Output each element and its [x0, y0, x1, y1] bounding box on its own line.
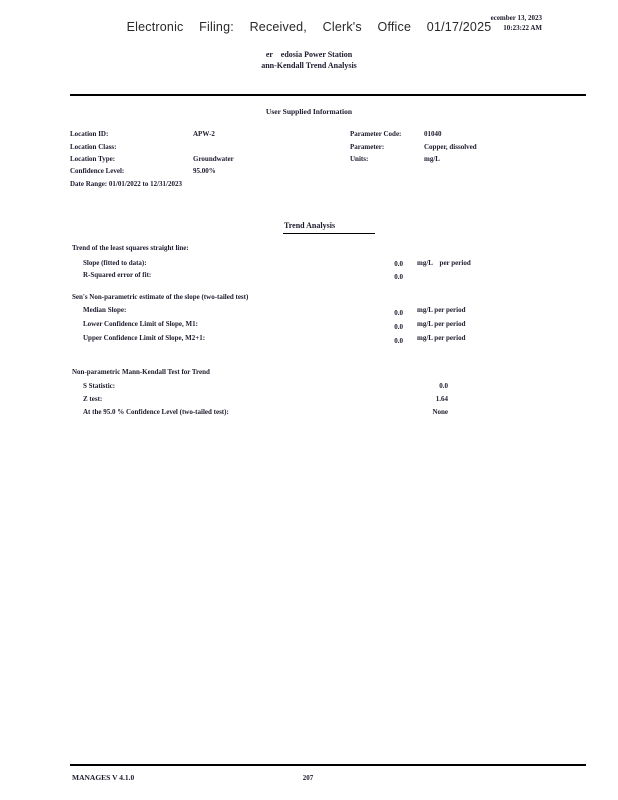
trend-analysis-heading: Trend Analysis [283, 221, 375, 234]
top-divider [70, 94, 586, 96]
section2-row3-value: 0.0 [394, 336, 403, 345]
report-title-line1: er edosia Power Station [265, 50, 353, 59]
field-label-location-id: Location ID: [70, 130, 109, 138]
section2-title: Sen's Non-parametric estimate of the slope (two-tailed test) [72, 292, 249, 301]
section1-row1-value: 0.0 [394, 260, 403, 268]
section2-row1-value: 0.0 [394, 309, 403, 317]
field-date-range: Date Range: 01/01/2022 to 12/31/2023 [70, 179, 182, 188]
section1-row1-units: mg/L per period [417, 258, 471, 267]
field-value-confidence-level: 95.00% [193, 167, 216, 175]
field-label-location-class: Location Class: [70, 142, 117, 151]
section3-title: Non-parametric Mann-Kendall Test for Trend [72, 368, 210, 376]
section3-row2-value: 1.64 [435, 394, 448, 403]
footer-app-version: MANAGES V 4.1.0 [72, 773, 135, 782]
bottom-divider [70, 764, 586, 766]
field-value-location-type: Groundwater [193, 155, 234, 163]
section2-row2-units: mg/L per period [417, 320, 466, 328]
section2-row3-label: Upper Confidence Limit of Slope, M2+1: [83, 333, 206, 342]
field-label-parameter-code: Parameter Code: [350, 130, 402, 138]
section2-row1-units: mg/L per period [417, 306, 466, 314]
section1-row1-label: Slope (fitted to data): [83, 258, 147, 267]
field-value-parameter: Copper, dissolved [424, 142, 477, 151]
user-supplied-heading: User Supplied Information [265, 107, 353, 116]
section2-row1-label: Median Slope: [83, 306, 127, 314]
section1-title: Trend of the least squares straight line: [72, 244, 189, 252]
section3-row1-label: S Statistic: [83, 381, 116, 390]
field-label-confidence-level: Confidence Level: [70, 167, 125, 175]
section3-row1-value: 0.0 [439, 381, 448, 390]
section1-row2-value: 0.0 [394, 273, 403, 281]
section2-row3-units: mg/L per period [417, 333, 466, 342]
filing-banner: Electronic Filing: Received, Clerk's Office 01/17/2025 [126, 20, 492, 34]
stamp-time: 10:23:22 AM [503, 24, 542, 32]
section2-row2-value: 0.0 [394, 323, 403, 331]
report-title-line2: ann-Kendall Trend Analysis [261, 61, 357, 70]
field-value-location-id: APW-2 [193, 130, 215, 138]
field-label-units: Units: [350, 155, 369, 163]
section2-row2-label: Lower Confidence Limit of Slope, M1: [83, 320, 198, 328]
footer-page-number: 207 [302, 774, 314, 782]
section3-row3-label: At the 95.0 % Confidence Level (two-tailed test): [83, 408, 229, 416]
section1-row2-label: R-Squared error of fit: [83, 270, 152, 279]
field-label-location-type: Location Type: [70, 155, 116, 163]
field-label-parameter: Parameter: [350, 142, 385, 151]
section3-row2-label: Z test: [83, 394, 103, 403]
field-value-units: mg/L [424, 155, 440, 163]
field-value-parameter-code: 01040 [424, 130, 442, 138]
section3-row3-value: None [432, 408, 448, 416]
stamp-date: ecember 13, 2023 [490, 14, 542, 22]
datetime-stamp [491, 13, 542, 33]
